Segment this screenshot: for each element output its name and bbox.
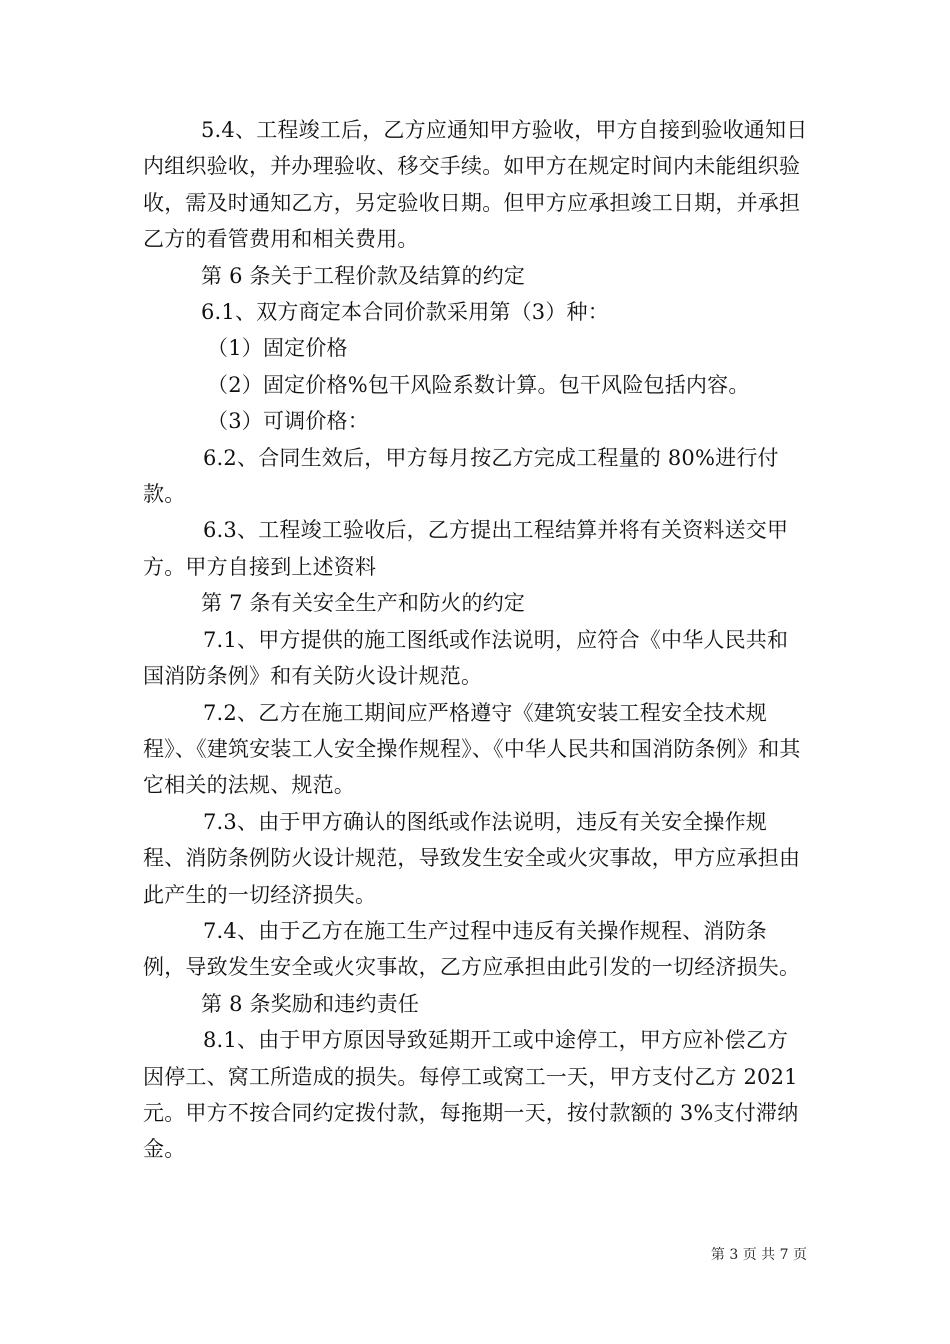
clause-7-2: 7.2、乙方在施工期间应严格遵守《建筑安装工程安全技术规程》、《建筑安装工人安全操作规程》、《中华人民共和国消防条例》和其它相关的法规、规范。 xyxy=(143,700,801,798)
clause-8-1: 8.1、由于甲方原因导致延期开工或中途停工，甲方应补偿乙方因停工、窝工所造成的损失。每停工或窝工一天，甲方支付乙方 2021 元。甲方不按合同约定拨付款，每拖期一天，按付款额的 3%支付滞纳金。 xyxy=(143,1028,799,1162)
article-7-heading: 第 7 条有关安全生产和防火的约定 xyxy=(201,591,526,616)
clause-7-4: 7.4、由于乙方在施工生产过程中违反有关操作规程、消防条例，导致发生安全或火灾事故，乙方应承担由此引发的一切经济损失。 xyxy=(143,918,801,980)
clause-6-1: 6.1、双方商定本合同价款采用第（3）种： xyxy=(201,300,609,325)
option-3: （3）可调价格： xyxy=(207,409,369,434)
clause-5-4: 5.4、工程竣工后，乙方应通知甲方验收，甲方自接到验收通知日内组织验收，并办理验收、移交手续。如甲方在规定时间内未能组织验收，需及时通知乙方，另定验收日期。但甲方应承担竣工日期，并承担乙方的看管费用和相关费用。 xyxy=(143,118,808,252)
article-8-heading: 第 8 条奖励和违约责任 xyxy=(201,991,420,1016)
option-1: （1）固定价格 xyxy=(207,336,348,361)
document-body xyxy=(143,112,808,1168)
clause-6-3: 6.3、工程竣工验收后，乙方提出工程结算并将有关资料送交甲方。甲方自接到上述资料 xyxy=(143,518,789,579)
page-number: 第 3 页 共 7 页 xyxy=(710,1247,807,1263)
clause-7-3: 7.3、由于甲方确认的图纸或作法说明，违反有关安全操作规程、消防条例防火设计规范，导致发生安全或火灾事故，甲方应承担由此产生的一切经济损失。 xyxy=(143,809,801,907)
article-6-heading: 第 6 条关于工程价款及结算的约定 xyxy=(201,263,526,288)
clause-6-2: 6.2、合同生效后，甲方每月按乙方完成工程量的 80%进行付款。 xyxy=(143,445,779,507)
clause-7-1: 7.1、甲方提供的施工图纸或作法说明，应符合《中华人民共和国消防条例》和有关防火设计规范。 xyxy=(143,627,789,689)
option-2: （2）固定价格%包干风险系数计算。包干风险包括内容。 xyxy=(207,372,750,397)
